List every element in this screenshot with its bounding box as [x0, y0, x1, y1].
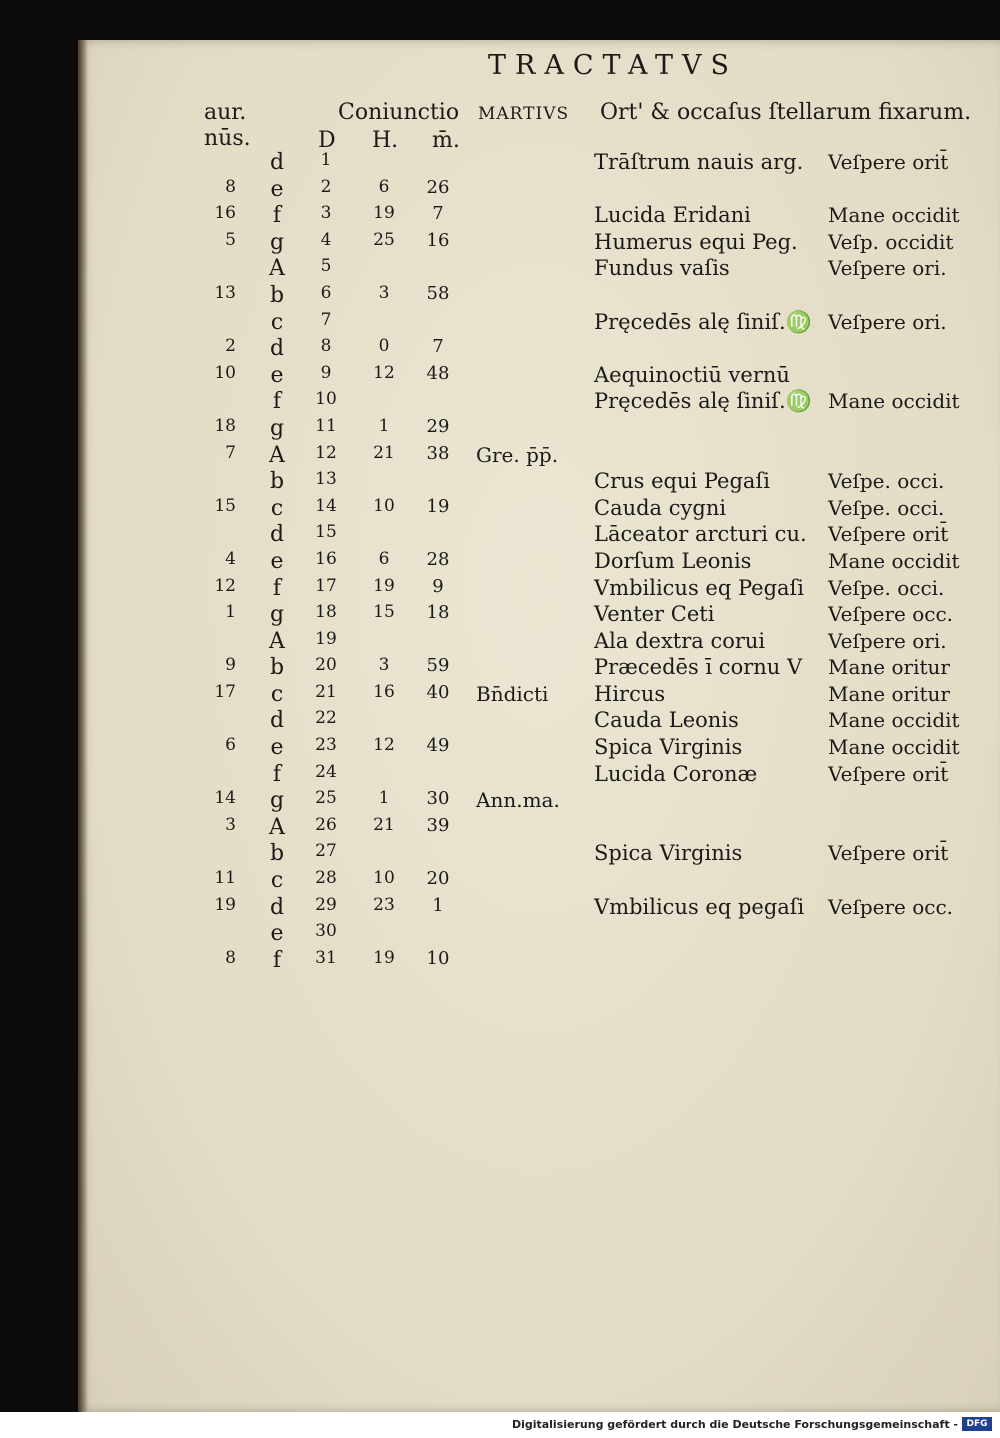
golden-number: 4: [225, 548, 236, 569]
table-row: [78, 629, 1000, 656]
conjunction-hour: 19: [373, 947, 395, 968]
golden-number: 5: [225, 229, 236, 250]
star-event: Veſpere ori.: [828, 256, 947, 281]
table-row: [78, 948, 1000, 975]
star-name: Pręcedēs alę ſiniſ.♍: [594, 309, 812, 334]
day-number: 6: [320, 282, 332, 303]
day-number: 11: [315, 415, 337, 436]
golden-number: 3: [225, 814, 236, 835]
conjunction-hour: 21: [373, 814, 395, 835]
day-number: 17: [315, 575, 337, 596]
day-number: 29: [315, 894, 337, 915]
golden-number: 19: [214, 894, 236, 915]
table-row: [78, 682, 1000, 709]
golden-number: 1: [225, 602, 236, 623]
day-number: 13: [315, 469, 337, 490]
table-row: [78, 496, 1000, 523]
star-event: Mane occidit: [828, 548, 960, 573]
conjunction-minute: 59: [426, 655, 450, 677]
star-name: Cauda cygni: [594, 495, 727, 520]
table-row: [78, 203, 1000, 230]
dominical-letter: g: [269, 229, 285, 255]
star-name: Lucida Eridani: [594, 203, 751, 228]
golden-number: 14: [214, 788, 236, 809]
conjunction-minute: 26: [426, 176, 450, 198]
conjunction-hour: 0: [378, 336, 390, 357]
golden-number: 6: [225, 735, 236, 756]
dominical-letter: c: [270, 868, 284, 894]
golden-number: 10: [214, 362, 236, 383]
table-row: [78, 841, 1000, 868]
star-name: Hircus: [594, 681, 666, 706]
star-event: Mane occidit: [828, 389, 960, 414]
day-number: 9: [320, 362, 332, 383]
golden-number: 16: [214, 203, 236, 224]
conjunction-hour: 21: [373, 442, 395, 463]
dominical-letter: c: [270, 681, 284, 707]
golden-number: 2: [225, 336, 236, 357]
conjunction-hour: 6: [378, 176, 390, 197]
dominical-letter: f: [272, 761, 282, 787]
table-row: [78, 895, 1000, 922]
star-event: Veſpe. occi.: [828, 575, 945, 600]
conjunction-minute: 10: [426, 947, 450, 969]
golden-number: 15: [214, 495, 236, 516]
dfg-logo: DFG: [962, 1417, 992, 1431]
star-name: Spica Virginis: [594, 735, 743, 760]
table-row: [78, 549, 1000, 576]
dominical-letter: f: [272, 389, 282, 415]
conjunction-hour: 1: [378, 415, 390, 436]
dominical-letter: g: [269, 788, 285, 814]
day-number: 23: [315, 735, 337, 756]
header-d: D: [318, 128, 336, 153]
day-number: 10: [315, 389, 337, 410]
calendar-table: [78, 150, 1000, 974]
day-number: 28: [315, 868, 337, 889]
golden-number: 17: [214, 681, 236, 702]
star-event: Veſpe. occi.: [828, 469, 945, 494]
table-row: [78, 762, 1000, 789]
conjunction-hour: 10: [373, 868, 395, 889]
conjunction-hour: 10: [373, 495, 395, 516]
conjunction-minute: 30: [426, 788, 450, 810]
header-month: MARTIVS: [478, 104, 570, 124]
conjunction-hour: 23: [373, 894, 395, 915]
star-name: Spica Virginis: [594, 841, 743, 866]
star-name: Crus equi Pegaſi: [594, 469, 770, 494]
table-row: [78, 363, 1000, 390]
star-event: Mane oritur: [828, 681, 950, 706]
dominical-letter: A: [269, 628, 285, 654]
table-row: [78, 735, 1000, 762]
golden-number: 7: [225, 442, 236, 463]
star-event: Veſpere orit̄: [828, 761, 949, 786]
golden-number: 8: [225, 947, 236, 968]
dominical-letter: f: [272, 575, 282, 601]
feast-name: Gre. p̄p̄.: [476, 442, 559, 467]
dominical-letter: f: [272, 203, 282, 229]
day-number: 25: [315, 788, 337, 809]
table-row: [78, 522, 1000, 549]
star-event: Veſpere ori.: [828, 309, 947, 334]
conjunction-minute: 29: [426, 415, 450, 437]
table-row: [78, 921, 1000, 948]
conjunction-hour: 6: [378, 548, 390, 569]
header-aur: aur.: [204, 100, 247, 125]
header-ortus: Ort' & occaſus ſtellarum fixarum.: [600, 100, 972, 125]
conjunction-minute: 16: [426, 229, 450, 251]
conjunction-hour: 19: [373, 203, 395, 224]
dominical-letter: c: [270, 495, 284, 521]
table-row: [78, 655, 1000, 682]
table-row: [78, 310, 1000, 337]
conjunction-hour: 12: [373, 362, 395, 383]
star-name: Humerus equi Peg.: [594, 229, 798, 254]
dominical-letter: A: [269, 442, 285, 468]
star-name: Lāceator arcturi cu.: [594, 522, 807, 547]
day-number: 27: [315, 841, 337, 862]
conjunction-minute: 9: [432, 575, 444, 597]
table-row: [78, 868, 1000, 895]
dominical-letter: b: [269, 469, 285, 495]
star-event: Veſpere occ.: [828, 602, 954, 627]
golden-number: 9: [225, 655, 236, 676]
day-number: 21: [315, 681, 337, 702]
dominical-letter: e: [270, 921, 284, 947]
conjunction-minute: 7: [432, 203, 444, 225]
day-number: 19: [315, 628, 337, 649]
day-number: 18: [315, 602, 337, 623]
day-number: 8: [320, 336, 332, 357]
day-number: 31: [315, 947, 337, 968]
conjunction-hour: 16: [373, 681, 395, 702]
dominical-letter: g: [269, 602, 285, 628]
dominical-letter: b: [269, 841, 285, 867]
dominical-letter: A: [269, 814, 285, 840]
day-number: 4: [320, 229, 332, 250]
table-row: [78, 150, 1000, 177]
day-number: 30: [315, 921, 337, 942]
conjunction-minute: 38: [426, 442, 450, 464]
conjunction-hour: 19: [373, 575, 395, 596]
star-event: Veſp. occidit: [828, 229, 954, 254]
dominical-letter: e: [270, 735, 284, 761]
table-row: [78, 389, 1000, 416]
dominical-letter: d: [269, 336, 285, 362]
star-name: Fundus vaſis: [594, 256, 730, 281]
star-name: Vmbilicus eq Pegaſi: [594, 575, 805, 600]
golden-number: 11: [214, 868, 236, 889]
conjunction-hour: 12: [373, 735, 395, 756]
table-row: [78, 602, 1000, 629]
star-name: Cauda Leonis: [594, 708, 739, 733]
star-event: Veſpere orit̄: [828, 150, 949, 174]
table-row: [78, 469, 1000, 496]
header-nus: nūs.: [204, 126, 251, 151]
conjunction-minute: 28: [426, 548, 450, 570]
table-row: [78, 283, 1000, 310]
conjunction-minute: 20: [426, 868, 450, 890]
conjunction-minute: 40: [426, 681, 450, 703]
dominical-letter: d: [269, 522, 285, 548]
feast-name: Bn̄dicti: [476, 681, 549, 706]
header-h: H.: [372, 128, 399, 153]
dominical-letter: f: [272, 947, 282, 973]
dominical-letter: A: [269, 256, 285, 282]
day-number: 3: [320, 203, 332, 224]
star-name: Dorſum Leonis: [594, 548, 752, 573]
star-event: Veſpere orit̄: [828, 841, 949, 866]
table-row: [78, 815, 1000, 842]
conjunction-minute: 49: [426, 735, 450, 757]
day-number: 5: [320, 256, 332, 277]
footer-bar: [0, 1412, 1000, 1438]
table-row: [78, 177, 1000, 204]
star-event: Mane occidit: [828, 203, 960, 228]
dominical-letter: d: [269, 894, 285, 920]
star-event: Mane occidit: [828, 708, 960, 733]
conjunction-hour: 3: [378, 282, 390, 303]
star-event: Mane oritur: [828, 655, 950, 680]
running-head: TRACTATVS: [488, 50, 739, 81]
book-page: [78, 40, 1000, 1412]
dominical-letter: e: [270, 362, 284, 388]
conjunction-minute: 39: [426, 814, 450, 836]
day-number: 12: [315, 442, 337, 463]
star-name: Pręcedēs alę ſiniſ.♍: [594, 389, 812, 414]
star-event: Veſpere occ.: [828, 894, 954, 919]
table-row: [78, 336, 1000, 363]
dominical-letter: b: [269, 282, 285, 308]
table-row: [78, 576, 1000, 603]
star-name: Lucida Coronæ: [594, 761, 758, 786]
day-number: 15: [315, 522, 337, 543]
star-name: Venter Ceti: [594, 602, 715, 627]
conjunction-hour: 1: [378, 788, 390, 809]
star-name: Vmbilicus eq pegaſi: [594, 894, 805, 919]
dominical-letter: d: [269, 150, 285, 175]
conjunction-minute: 19: [426, 495, 450, 517]
dominical-letter: d: [269, 708, 285, 734]
star-name: Præcedēs ī cornu V: [594, 655, 803, 680]
day-number: 16: [315, 548, 337, 569]
star-name: Trāſtrum nauis arg.: [594, 150, 804, 174]
conjunction-hour: 3: [378, 655, 390, 676]
star-event: Mane occidit: [828, 735, 960, 760]
day-number: 7: [320, 309, 332, 330]
table-row: [78, 708, 1000, 735]
dominical-letter: e: [270, 176, 284, 202]
conjunction-minute: 18: [426, 602, 450, 624]
day-number: 2: [320, 176, 332, 197]
header-coniunctio: Coniunctio: [338, 100, 460, 125]
dominical-letter: c: [270, 309, 284, 335]
feast-name: Ann.ma.: [476, 788, 560, 813]
conjunction-hour: 15: [373, 602, 395, 623]
table-row: [78, 788, 1000, 815]
conjunction-minute: 58: [426, 282, 450, 304]
conjunction-hour: 25: [373, 229, 395, 250]
day-number: 24: [315, 761, 337, 782]
star-name: Ala dextra corui: [594, 628, 766, 653]
day-number: 20: [315, 655, 337, 676]
table-row: [78, 443, 1000, 470]
golden-number: 8: [225, 176, 236, 197]
day-number: 14: [315, 495, 337, 516]
dominical-letter: b: [269, 655, 285, 681]
day-number: 1: [320, 150, 332, 170]
table-row: [78, 416, 1000, 443]
footer-text: Digitalisierung gefördert durch die Deutsche Forschungsgemeinschaft -: [511, 1418, 958, 1431]
star-name: Aequinoctiū vernū: [594, 362, 790, 387]
star-event: Veſpere orit̄: [828, 522, 949, 547]
star-event: Veſpere ori.: [828, 628, 947, 653]
conjunction-minute: 48: [426, 362, 450, 384]
day-number: 26: [315, 814, 337, 835]
golden-number: 12: [214, 575, 236, 596]
dominical-letter: e: [270, 548, 284, 574]
star-event: Veſpe. occi.: [828, 495, 945, 520]
dominical-letter: g: [269, 415, 285, 441]
golden-number: 13: [214, 282, 236, 303]
golden-number: 18: [214, 415, 236, 436]
header-m: m̄.: [432, 128, 460, 153]
conjunction-minute: 1: [432, 894, 444, 916]
table-row: [78, 230, 1000, 257]
conjunction-minute: 7: [432, 336, 444, 358]
day-number: 22: [315, 708, 337, 729]
table-row: [78, 256, 1000, 283]
